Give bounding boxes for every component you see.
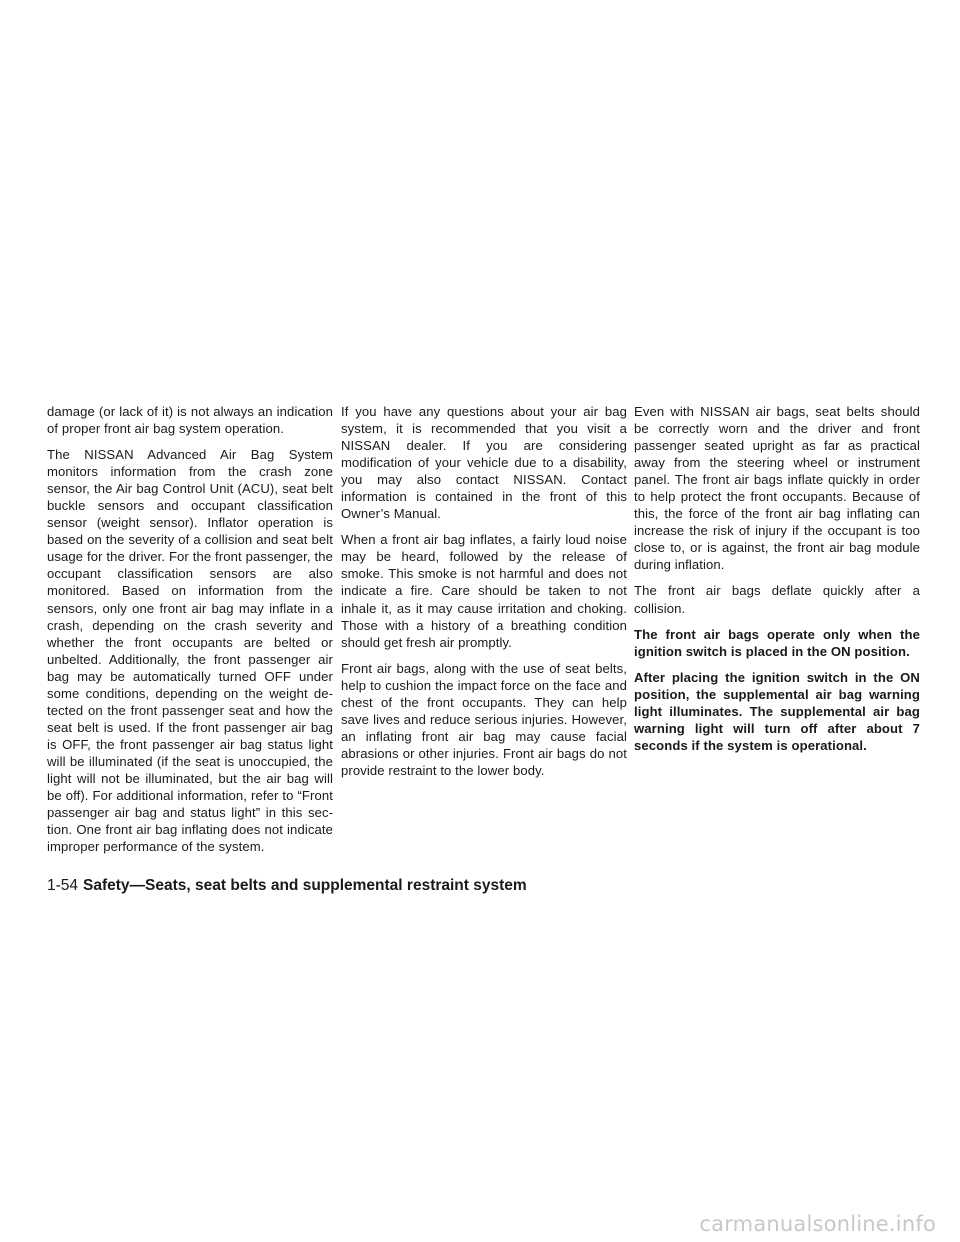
- paragraph: If you have any questions about your air bag system, it is recommended that you visit a NISSAN dealer. If you are considering modification of your vehicle due to a disability, you may also contact NISSAN. Contact information is contained in the front of this Owner’s Manual.: [341, 404, 627, 522]
- text-column-1: [47, 403, 333, 864]
- paragraph: When a front air bag inflates, a fairly loud noise may be heard, followed by the release of smoke. This smoke is not harmful and does not indicate a fire. Care should be taken to not inhale it, as it may cause irritation and choking. Those with a history of a breathing condition should get fresh air promptly.: [341, 532, 627, 650]
- section-title: Safety—Seats, seat belts and supplemental restraint system: [83, 877, 527, 894]
- bold-paragraph: The front air bags operate only when the ignition switch is placed in the ON position.: [634, 626, 920, 659]
- text-column-3: [634, 403, 920, 763]
- page-number: 1-54: [47, 877, 79, 894]
- paragraph: Front air bags, along with the use of seat belts, help to cushion the impact force on the face and chest of the front occupants. They can help save lives and reduce serious injuries. However, an inflating front air bag may cause facial abrasions or other injuries. Front air bags do not provide restraint to the lower body.: [341, 660, 627, 778]
- page-footer: [47, 876, 527, 896]
- paragraph: Even with NISSAN air bags, seat belts should be correctly worn and the driver and front passenger seated upright as far as practical away from the steering wheel or instrument panel. The front air bags inflate quickly in order to help protect the front occupants. Because of this, the force of the front air bag inflating can increase the risk of injury if the occupant is too close to, or is against, the front air bag module during inflation.: [634, 404, 920, 573]
- text-column-2: [341, 403, 627, 788]
- watermark: carmanualsonline.info: [699, 1212, 936, 1236]
- paragraph: damage (or lack of it) is not always an indication of proper front air bag system operation.: [47, 404, 333, 437]
- paragraph: The front air bags deflate quickly after a collision.: [634, 583, 920, 616]
- bold-paragraph: After placing the ignition switch in the ON position, the supplemental air bag warning light illuminates. The supplemental air bag warning light will turn off after about 7 seconds if the system is operational.: [634, 669, 920, 753]
- paragraph: The NISSAN Advanced Air Bag System monitors information from the crash zone sensor, the Air bag Control Unit (ACU), seat belt buckle sensors and occupant classification sensor (weight sensor). Inflator operation is based on the severity of a collision and seat belt usage for the driver. For the front passenger, the occupant classification sensors are also monitored. Based on information from the sensors, only one front air bag may inflate in a crash, depending on the crash severity and whether the front occupants are belted or unbelted. Additionally, the front passenger air bag may be automatically turned OFF under some conditions, depending on the weight detected on the front passenger seat and how the seat belt is used. If the front passenger air bag is OFF, the front passenger air bag status light will be illuminated (if the seat is unoccupied, the light will not be illuminated, but the air bag will be off). For additional information, refer to “Front passenger air bag and status light” in this section. One front air bag inflating does not indicate improper performance of the system.: [47, 447, 333, 855]
